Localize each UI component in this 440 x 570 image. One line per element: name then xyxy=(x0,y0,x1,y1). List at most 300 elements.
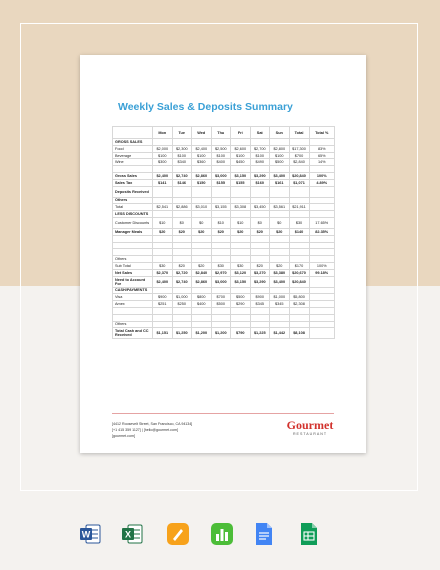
table-row xyxy=(113,294,335,301)
table-cell xyxy=(172,211,192,218)
table-cell xyxy=(250,211,270,218)
header-cell: Tue xyxy=(172,127,192,139)
table-cell xyxy=(211,287,231,294)
table-cell xyxy=(309,321,335,328)
table-row xyxy=(113,287,335,294)
table-cell: $20 xyxy=(211,228,231,235)
table-cell: $10 xyxy=(231,217,251,228)
table-cell xyxy=(289,287,309,294)
table-cell xyxy=(309,276,335,287)
table-cell: $700 xyxy=(211,294,231,301)
table-row xyxy=(113,166,335,173)
table-cell: $490 xyxy=(250,159,270,166)
header-cell: Total % xyxy=(309,127,335,139)
brand-name: Gourmet xyxy=(286,418,334,432)
table-cell xyxy=(270,287,290,294)
table-cell: $150 xyxy=(192,179,212,186)
table-cell xyxy=(289,139,309,146)
table-cell xyxy=(231,197,251,204)
table-cell xyxy=(153,321,173,328)
table-cell xyxy=(250,166,270,173)
table-cell: $900 xyxy=(153,294,173,301)
table-cell: $2,700 xyxy=(250,145,270,152)
table-cell xyxy=(250,307,270,314)
table-cell: $20 xyxy=(250,228,270,235)
header-label xyxy=(113,127,153,139)
table-cell xyxy=(153,242,173,249)
table-cell xyxy=(172,166,192,173)
table-cell xyxy=(289,314,309,321)
row-label: Need to Account For xyxy=(113,276,153,287)
table-cell xyxy=(270,235,290,242)
table-cell: $141 xyxy=(153,179,173,186)
table-cell xyxy=(211,197,231,204)
table-cell xyxy=(192,197,212,204)
table-cell: $20,840 xyxy=(289,172,309,179)
table-cell: $20 xyxy=(172,262,192,269)
table-cell: $155 xyxy=(211,179,231,186)
table-cell: $20 xyxy=(192,228,212,235)
table-cell xyxy=(309,294,335,301)
table-cell xyxy=(309,307,335,314)
table-cell xyxy=(192,235,212,242)
table-cell xyxy=(192,211,212,218)
header-cell: Total xyxy=(289,127,309,139)
table-cell: $100 xyxy=(211,152,231,159)
table-cell xyxy=(153,235,173,242)
table-row xyxy=(113,179,335,186)
table-cell xyxy=(289,166,309,173)
row-label xyxy=(113,307,153,314)
numbers-icon[interactable] xyxy=(210,522,234,546)
row-label: Deposits Received xyxy=(113,186,153,197)
table-cell xyxy=(250,249,270,256)
table-cell xyxy=(231,166,251,173)
table-cell xyxy=(192,321,212,328)
table-cell: $30 xyxy=(289,217,309,228)
table-cell xyxy=(250,139,270,146)
table-cell xyxy=(192,242,212,249)
table-cell: $0 xyxy=(250,217,270,228)
table-cell: $3,450 xyxy=(250,204,270,211)
table-cell xyxy=(192,287,212,294)
table-cell: $251 xyxy=(153,301,173,308)
table-cell: $290 xyxy=(231,301,251,308)
table-cell: $10 xyxy=(153,217,173,228)
table-cell: $3,155 xyxy=(211,204,231,211)
footer-divider xyxy=(112,413,334,414)
table-cell xyxy=(309,242,335,249)
row-label: LESS DISCOUNTS xyxy=(113,211,153,218)
table-cell xyxy=(309,211,335,218)
table-cell: $700 xyxy=(289,152,309,159)
table-cell xyxy=(153,256,173,263)
table-cell: $20,840 xyxy=(289,276,309,287)
table-cell: $146 xyxy=(172,179,192,186)
footer-address: [4412 Roosevelt Street, San Francisco, CA 94134] xyxy=(112,422,193,426)
table-cell: $20 xyxy=(153,228,173,235)
table-cell: $360 xyxy=(192,159,212,166)
table-cell: $250 xyxy=(172,301,192,308)
table-cell xyxy=(289,256,309,263)
table-cell xyxy=(211,242,231,249)
table-header xyxy=(113,127,335,139)
table-cell xyxy=(250,321,270,328)
table-cell: $1,151 xyxy=(153,328,173,339)
document-title: Weekly Sales & Deposits Summary xyxy=(118,101,293,113)
table-cell: $20 xyxy=(270,228,290,235)
table-cell xyxy=(309,249,335,256)
table-cell xyxy=(309,186,335,197)
table-cell xyxy=(270,197,290,204)
table-cell xyxy=(250,197,270,204)
table-cell xyxy=(309,197,335,204)
table-cell: 100% xyxy=(309,172,335,179)
table-cell: $10 xyxy=(211,217,231,228)
row-label: Beverage xyxy=(113,152,153,159)
table-cell xyxy=(192,314,212,321)
table-cell xyxy=(231,249,251,256)
pages-icon[interactable] xyxy=(166,522,190,546)
table-cell: $3,150 xyxy=(231,276,251,287)
table-row xyxy=(113,139,335,146)
table-body xyxy=(113,139,335,339)
table-row xyxy=(113,211,335,218)
row-label: Wine xyxy=(113,159,153,166)
table-cell: $20 xyxy=(231,228,251,235)
footer-phone-email: [+1 415 359 1127] | [hello@gourmet.com] xyxy=(112,428,178,433)
table-cell: $155 xyxy=(231,179,251,186)
table-cell xyxy=(192,186,212,197)
table-cell: $3,400 xyxy=(270,172,290,179)
table-cell xyxy=(270,242,290,249)
table-cell xyxy=(231,186,251,197)
table-cell: $1,071 xyxy=(289,179,309,186)
table-cell: $170 xyxy=(289,262,309,269)
table-row xyxy=(113,276,335,287)
table-cell xyxy=(211,314,231,321)
table-cell xyxy=(172,321,192,328)
table-cell: $1,225 xyxy=(250,328,270,339)
table-row xyxy=(113,256,335,263)
table-cell xyxy=(153,314,173,321)
table-cell: $3,270 xyxy=(250,269,270,276)
table-cell xyxy=(309,139,335,146)
table-row xyxy=(113,197,335,204)
table-cell xyxy=(192,256,212,263)
table-cell xyxy=(289,242,309,249)
table-cell xyxy=(172,186,192,197)
table-cell xyxy=(250,256,270,263)
table-cell: $2,840 xyxy=(192,269,212,276)
table-cell: 100% xyxy=(309,262,335,269)
table-cell xyxy=(153,186,173,197)
table-cell xyxy=(172,249,192,256)
header-cell: Sun xyxy=(270,127,290,139)
table-cell: $2,840 xyxy=(289,159,309,166)
table-cell: $300 xyxy=(153,159,173,166)
table-row xyxy=(113,307,335,314)
table-cell: $2,970 xyxy=(211,269,231,276)
table-cell: $0 xyxy=(172,217,192,228)
table-cell xyxy=(309,287,335,294)
table-row xyxy=(113,145,335,152)
table-cell: $345 xyxy=(270,301,290,308)
table-cell xyxy=(270,249,290,256)
table-cell xyxy=(270,307,290,314)
table-cell xyxy=(289,211,309,218)
table-cell: $2,400 xyxy=(153,276,173,287)
row-label: Visa xyxy=(113,294,153,301)
table-cell xyxy=(250,235,270,242)
footer-contact xyxy=(112,421,192,440)
table-cell: $2,740 xyxy=(172,172,192,179)
table-cell: 14% xyxy=(309,159,335,166)
row-label: Sales Tax xyxy=(113,179,153,186)
table-cell xyxy=(231,242,251,249)
table-cell xyxy=(153,307,173,314)
table-cell: $400 xyxy=(211,159,231,166)
table-cell xyxy=(192,139,212,146)
table-cell xyxy=(211,235,231,242)
table-cell xyxy=(309,328,335,339)
table-row xyxy=(113,314,335,321)
table-cell: $3,290 xyxy=(250,276,270,287)
table-cell xyxy=(153,249,173,256)
table-row xyxy=(113,228,335,235)
row-label xyxy=(113,314,153,321)
table-cell: $2,860 xyxy=(192,172,212,179)
table-cell: $21,911 xyxy=(289,204,309,211)
table-cell: $3,380 xyxy=(270,269,290,276)
document-preview xyxy=(80,55,366,453)
table-row xyxy=(113,217,335,228)
row-label: Total xyxy=(113,204,153,211)
table-cell: $100 xyxy=(172,152,192,159)
table-cell: $20,670 xyxy=(289,269,309,276)
table-row xyxy=(113,152,335,159)
row-label: Amex xyxy=(113,301,153,308)
table-row xyxy=(113,172,335,179)
table-row xyxy=(113,242,335,249)
table-cell: $500 xyxy=(211,301,231,308)
table-cell xyxy=(309,314,335,321)
header-cell: Wed xyxy=(192,127,212,139)
word-icon[interactable] xyxy=(78,522,102,546)
table-cell: $2,400 xyxy=(153,172,173,179)
header-cell: Thu xyxy=(211,127,231,139)
table-cell xyxy=(172,307,192,314)
table-cell xyxy=(153,139,173,146)
table-cell: $20 xyxy=(250,262,270,269)
table-row xyxy=(113,159,335,166)
table-cell: $3,290 xyxy=(250,172,270,179)
row-label xyxy=(113,235,153,242)
brand-logo xyxy=(286,419,334,436)
row-label: GROSS SALES xyxy=(113,139,153,146)
row-label: Others xyxy=(113,256,153,263)
table-cell: $3,120 xyxy=(231,269,251,276)
brand-tagline: RESTAURANT xyxy=(292,432,328,436)
table-cell: $2,300 xyxy=(172,145,192,152)
row-label: Others xyxy=(113,197,153,204)
table-cell xyxy=(289,186,309,197)
table-cell: $0 xyxy=(192,217,212,228)
table-cell: $1,250 xyxy=(172,328,192,339)
row-label: Customer Discounts xyxy=(113,217,153,228)
table-cell: $3,000 xyxy=(211,276,231,287)
google-sheets-icon[interactable] xyxy=(299,522,319,546)
table-cell xyxy=(289,321,309,328)
table-cell: $3,010 xyxy=(192,204,212,211)
row-label: Sub Total xyxy=(113,262,153,269)
table-cell: 99.18% xyxy=(309,269,335,276)
table-cell xyxy=(231,287,251,294)
table-cell: $100 xyxy=(250,152,270,159)
table-cell xyxy=(289,235,309,242)
table-cell xyxy=(309,256,335,263)
table-cell xyxy=(231,307,251,314)
table-cell xyxy=(192,166,212,173)
table-cell xyxy=(250,287,270,294)
table-cell xyxy=(231,256,251,263)
table-cell: 17.65% xyxy=(309,217,335,228)
table-cell: 82.35% xyxy=(309,228,335,235)
table-cell xyxy=(250,242,270,249)
table-cell: $2,541 xyxy=(153,204,173,211)
table-cell: $8,108 xyxy=(289,328,309,339)
row-label: Total Cash and CC Received xyxy=(113,328,153,339)
table-cell: $2,886 xyxy=(172,204,192,211)
table-cell xyxy=(309,235,335,242)
table-cell: $2,860 xyxy=(192,276,212,287)
table-cell: $20 xyxy=(192,262,212,269)
table-cell: $450 xyxy=(231,159,251,166)
table-cell xyxy=(289,197,309,204)
table-cell xyxy=(172,314,192,321)
table-cell: $5,800 xyxy=(289,294,309,301)
header-cell: Fri xyxy=(231,127,251,139)
table-row xyxy=(113,269,335,276)
table-cell: $500 xyxy=(270,159,290,166)
table-row xyxy=(113,249,335,256)
table-cell: $1,200 xyxy=(211,328,231,339)
svg-text:X: X xyxy=(124,529,132,540)
table-cell: $790 xyxy=(231,328,251,339)
table-cell xyxy=(309,166,335,173)
row-label: Net Sales xyxy=(113,269,153,276)
row-label: Food xyxy=(113,145,153,152)
table-row xyxy=(113,321,335,328)
table-cell: $140 xyxy=(289,228,309,235)
table-cell xyxy=(231,235,251,242)
table-cell: $100 xyxy=(270,152,290,159)
excel-icon[interactable] xyxy=(120,522,144,546)
table-cell xyxy=(211,139,231,146)
table-cell xyxy=(309,301,335,308)
table-cell: $500 xyxy=(231,294,251,301)
header-cell: Sat xyxy=(250,127,270,139)
svg-text:W: W xyxy=(81,529,91,540)
table-cell: $2,308 xyxy=(289,301,309,308)
table-cell: $30 xyxy=(153,262,173,269)
table-row xyxy=(113,204,335,211)
table-cell xyxy=(172,256,192,263)
table-row xyxy=(113,262,335,269)
table-cell xyxy=(270,139,290,146)
table-cell xyxy=(231,139,251,146)
table-cell: 65% xyxy=(309,152,335,159)
row-label: CASH/PAYMENTS xyxy=(113,287,153,294)
row-label xyxy=(113,242,153,249)
table-cell xyxy=(172,287,192,294)
table-cell: $2,600 xyxy=(231,145,251,152)
table-cell: $400 xyxy=(192,301,212,308)
table-row xyxy=(113,328,335,339)
table-cell xyxy=(309,204,335,211)
table-cell: $2,800 xyxy=(270,145,290,152)
table-cell xyxy=(270,186,290,197)
table-cell: $2,000 xyxy=(153,145,173,152)
table-row xyxy=(113,186,335,197)
table-cell: $20 xyxy=(270,262,290,269)
table-cell: $2,740 xyxy=(172,276,192,287)
table-cell xyxy=(250,314,270,321)
table-cell xyxy=(250,186,270,197)
table-cell xyxy=(172,242,192,249)
table-cell: $160 xyxy=(250,179,270,186)
table-cell: $800 xyxy=(192,294,212,301)
table-cell xyxy=(172,139,192,146)
table-cell: 4.89% xyxy=(309,179,335,186)
table-cell xyxy=(211,186,231,197)
table-cell: $3,561 xyxy=(270,204,290,211)
table-cell xyxy=(211,256,231,263)
table-cell xyxy=(270,166,290,173)
table-cell xyxy=(153,166,173,173)
row-label: Gross Sales xyxy=(113,172,153,179)
table-cell: $0 xyxy=(270,217,290,228)
table-cell xyxy=(289,249,309,256)
table-cell: $340 xyxy=(172,159,192,166)
table-cell: $100 xyxy=(153,152,173,159)
footer-website: [gourmet.com] xyxy=(112,434,135,439)
table-cell xyxy=(192,307,212,314)
table-cell xyxy=(270,314,290,321)
table-cell: $1,000 xyxy=(172,294,192,301)
table-cell: $1,000 xyxy=(270,294,290,301)
table-cell xyxy=(231,211,251,218)
sales-table xyxy=(112,126,335,339)
header-cell: Mon xyxy=(153,127,173,139)
table-cell: $2,370 xyxy=(153,269,173,276)
table-cell xyxy=(289,307,309,314)
table-cell: $2,720 xyxy=(172,269,192,276)
table-cell xyxy=(231,321,251,328)
table-cell xyxy=(211,249,231,256)
row-label xyxy=(113,249,153,256)
table-cell xyxy=(270,256,290,263)
table-cell xyxy=(211,211,231,218)
table-cell: $20 xyxy=(172,228,192,235)
app-icons xyxy=(78,522,378,548)
google-docs-icon[interactable] xyxy=(254,522,274,546)
table-cell xyxy=(172,235,192,242)
table-cell: $100 xyxy=(231,152,251,159)
table-cell xyxy=(153,287,173,294)
row-label xyxy=(113,166,153,173)
table-cell xyxy=(172,197,192,204)
